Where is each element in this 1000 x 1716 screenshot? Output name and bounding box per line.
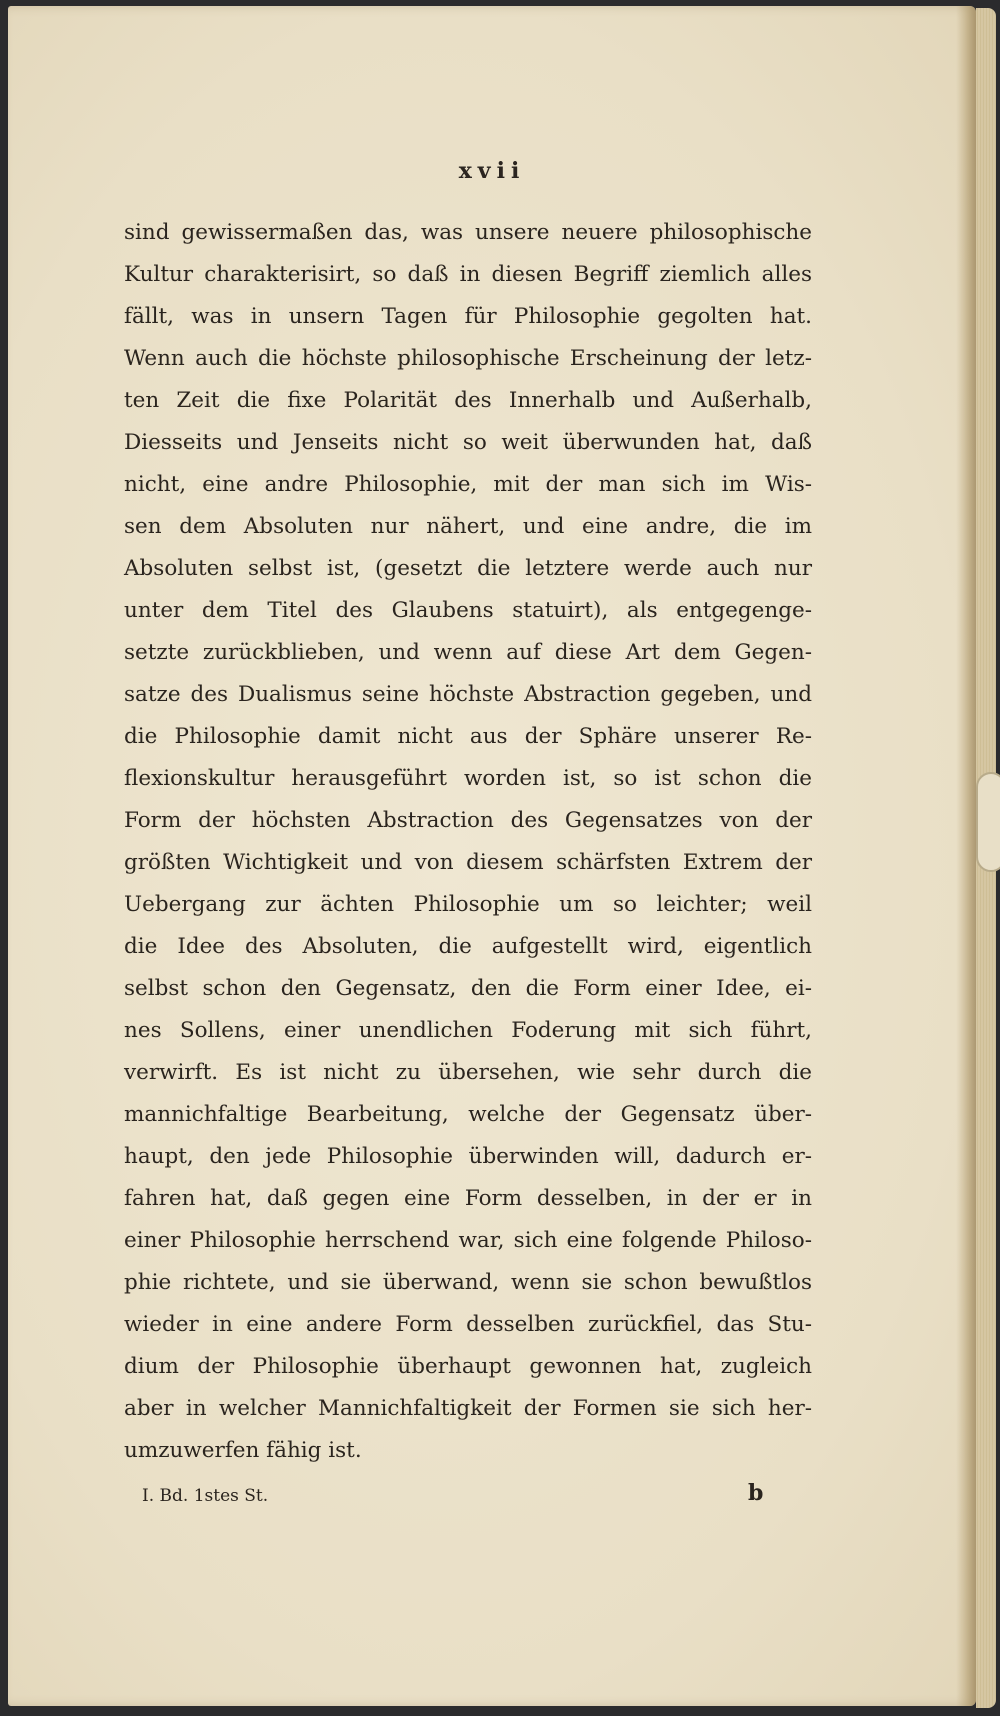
text-line: satze des Dualismus seine höchste Abstraction gegeben, und xyxy=(124,682,812,707)
footer-sheet-mark: b xyxy=(748,1480,764,1506)
footer-signature: I. Bd. 1stes St. xyxy=(142,1486,269,1506)
text-line: die Idee des Absoluten, die aufgestellt wird, eigentlich xyxy=(124,934,812,959)
page-edge-shadow xyxy=(956,6,976,1706)
text-line: unter dem Titel des Glaubens statuirt), als entgegenge- xyxy=(124,598,812,623)
text-line: Absoluten selbst ist, (gesetzt die letztere werde auch nur xyxy=(124,556,812,581)
page-tab-marker xyxy=(976,772,1000,872)
text-line: setzte zurückblieben, und wenn auf diese Art dem Gegen- xyxy=(124,640,812,665)
book-page xyxy=(8,6,976,1706)
text-line: Uebergang zur ächten Philosophie um so leichter; weil xyxy=(124,892,812,917)
text-line: flexionskultur herausgeführt worden ist, so ist schon die xyxy=(124,766,812,791)
text-line: haupt, den jede Philosophie überwinden will, dadurch er- xyxy=(124,1144,812,1169)
text-line: wieder in eine andere Form desselben zurückfiel, das Stu- xyxy=(124,1312,812,1337)
text-line: mannichfaltige Bearbeitung, welche der Gegensatz über- xyxy=(124,1102,812,1127)
text-line: selbst schon den Gegensatz, den die Form einer Idee, ei- xyxy=(124,976,812,1001)
text-line: dium der Philosophie überhaupt gewonnen hat, zugleich xyxy=(124,1354,812,1379)
text-line: größten Wichtigkeit und von diesem schärfsten Extrem der xyxy=(124,850,812,875)
text-line: fällt, was in unsern Tagen für Philosophie gegolten hat. xyxy=(124,304,812,329)
body-text xyxy=(124,212,812,1472)
text-line: phie richtete, und sie überwand, wenn sie schon bewußtlos xyxy=(124,1270,812,1295)
text-line: aber in welcher Mannichfaltigkeit der Formen sie sich her- xyxy=(124,1396,812,1421)
text-line: Diesseits und Jenseits nicht so weit überwunden hat, daß xyxy=(124,430,812,455)
text-line: fahren hat, daß gegen eine Form desselben, in der er in xyxy=(124,1186,812,1211)
text-line: einer Philosophie herrschend war, sich eine folgende Philoso- xyxy=(124,1228,812,1253)
text-line: sind gewissermaßen das, was unsere neuere philosophische xyxy=(124,220,812,245)
text-line: Kultur charakterisirt, so daß in diesen Begriff ziemlich alles xyxy=(124,262,812,287)
text-line: umzuwerfen fähig ist. xyxy=(124,1438,362,1463)
text-line: die Philosophie damit nicht aus der Sphäre unserer Re- xyxy=(124,724,812,749)
text-line: verwirft. Es ist nicht zu übersehen, wie sehr durch die xyxy=(124,1060,812,1085)
text-line: sen dem Absoluten nur nähert, und eine andre, die im xyxy=(124,514,812,539)
text-line: Wenn auch die höchste philosophische Erscheinung der letz- xyxy=(124,346,812,371)
text-line: nes Sollens, einer unendlichen Foderung mit sich führt, xyxy=(124,1018,812,1043)
text-line: nicht, eine andre Philosophie, mit der man sich im Wis- xyxy=(124,472,812,497)
text-line: Form der höchsten Abstraction des Gegensatzes von der xyxy=(124,808,812,833)
page-header-roman-numeral: xvii xyxy=(458,158,526,184)
text-line: ten Zeit die fixe Polarität des Innerhalb und Außerhalb, xyxy=(124,388,812,413)
